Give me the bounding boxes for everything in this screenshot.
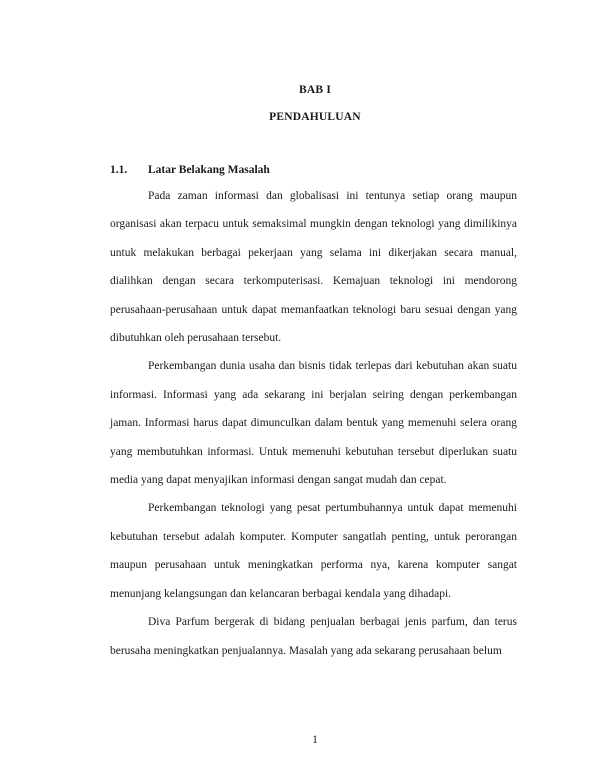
section-title: Latar Belakang Masalah xyxy=(148,164,270,176)
section-number: 1.1. xyxy=(110,164,128,176)
paragraph: Perkembangan dunia usaha dan bisnis tidak terlepas dari kebutuhan akan suatu informasi. Informasi yang ada sekarang ini berjalan seiring dengan perkembangan jaman. Informasi harus dapat dimunculkan dalam bentuk yang memenuhi selera orang yang membutuhkan informasi. Untuk memenuhi kebutuhan tersebut diperlukan suatu media yang dapat menyajikan informasi dengan sangat mudah dan cepat. xyxy=(110,360,517,487)
chapter-label: BAB I xyxy=(299,84,331,96)
page-number: 1 xyxy=(312,734,318,746)
paragraph: Perkembangan teknologi yang pesat pertumbuhannya untuk dapat memenuhi kebutuhan tersebut adalah komputer. Komputer sangatlah penting, untuk perorangan maupun perusahaan untuk meningkatkan performa nya, karena komputer sangat menunjang kelangsungan dan kelancaran berbagai kendala yang dihadapi. xyxy=(110,502,517,600)
section-heading xyxy=(110,164,270,176)
paragraph: Pada zaman informasi dan globalisasi ini tentunya setiap orang maupun organisasi akan terpacu untuk semaksimal mungkin dengan teknologi yang dimilikinya untuk melakukan berbagai pekerjaan yang selama ini dikerjakan secara manual, dialihkan dengan secara terkomputerisasi. Kemajuan teknologi ini mendorong perusahaan-perusahaan untuk dapat memanfaatkan teknologi baru sesuai dengan yang dibutuhkan oleh perusahaan tersebut. xyxy=(110,190,517,345)
chapter-title: PENDAHULUAN xyxy=(269,111,361,123)
paragraph: Diva Parfum bergerak di bidang penjualan berbagai jenis parfum, dan terus berusaha meningkatkan penjualannya. Masalah yang ada sekarang perusahaan belum xyxy=(110,616,517,657)
body-text xyxy=(110,182,517,665)
